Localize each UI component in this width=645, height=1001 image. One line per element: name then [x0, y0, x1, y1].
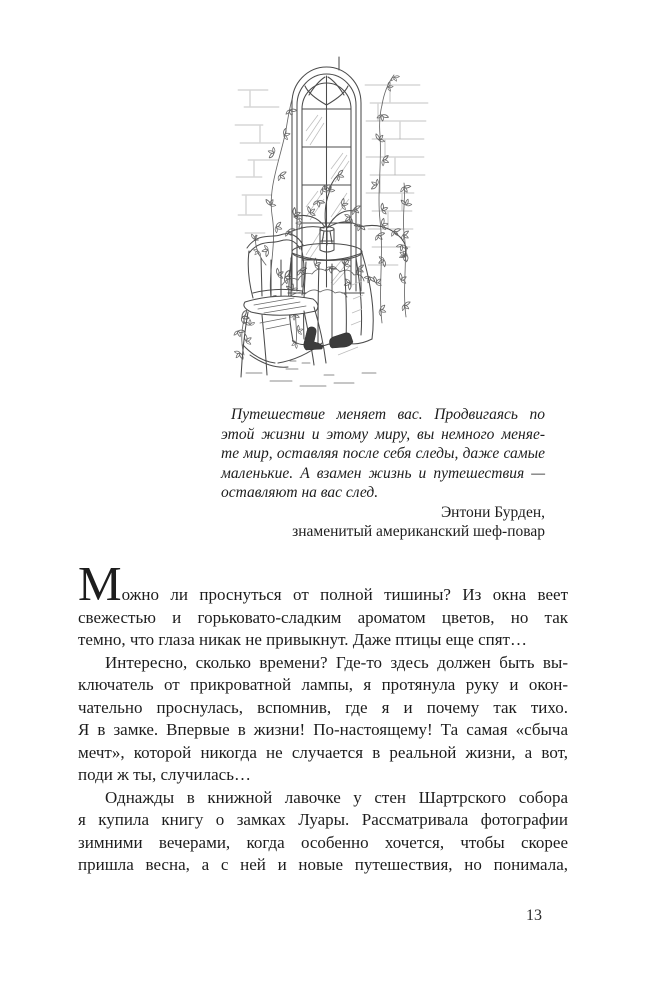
body-line: Однажды в книжной лавочке у стен Шартрского собора: [105, 787, 568, 807]
body-line: чательно проснулась, вспомнив, где я и почему так тихо.: [78, 697, 568, 717]
epigraph-line: оставляют на вас след.: [221, 484, 379, 501]
body-text: [78, 556, 568, 877]
body-line: Я в замке. Впервые в жизни! По-настоящему! Та самая «сбыча: [78, 720, 568, 739]
body-line: Интересно, сколько времени? Где-то здесь должен быть вы-: [105, 652, 568, 672]
attribution-line: Энтони Бурден,: [440, 504, 545, 521]
book-illustration: [230, 55, 435, 395]
epigraph-line: те мир, оставляя после себя следы, даже самые: [221, 445, 545, 462]
body-line: пришла весна, а с ней и новые путешествия, но понимала,: [78, 855, 568, 874]
body-line: я купила книгу о замках Луары. Рассматривала фотографии: [78, 810, 568, 829]
climbing-vines: [232, 73, 413, 361]
epigraph-line: Путешествие меняет вас. Продвигаясь по: [231, 406, 545, 423]
body-line: поди ж ты, случилась…: [78, 765, 251, 784]
epigraph: [221, 405, 545, 503]
epigraph-attribution: [221, 503, 545, 541]
body-line: ключатель от прикроватной лампы, я протянула руку и окон-: [78, 675, 568, 694]
body-line-text: ожно ли проснуться от полной тишины? Из окна веет: [121, 585, 568, 604]
body-line: темно, что глаза никак не привыкнут. Даже птицы еще спят…: [78, 630, 527, 649]
raised-initial: М: [78, 556, 122, 611]
epigraph-line: этой жизни и этому миру, вы немного меняе-: [221, 425, 545, 443]
attribution-line: знаменитый американский шеф-повар: [292, 523, 545, 540]
body-line: мечт», которой никогда не случается в реальной жизни, а вот,: [78, 742, 568, 762]
pair-of-shoes: [304, 327, 353, 350]
ground-hatching: [246, 361, 376, 386]
page-number: 13: [526, 907, 542, 924]
body-line: зимними вечерами, когда особенно хочется, чтобы скорее: [78, 832, 568, 852]
epigraph-line: маленькие. А взамен жизнь и путешествия —: [221, 464, 545, 482]
body-line: [78, 556, 568, 611]
body-line: свежестью и горьковато-сладким ароматом цветов, но так: [78, 607, 568, 627]
